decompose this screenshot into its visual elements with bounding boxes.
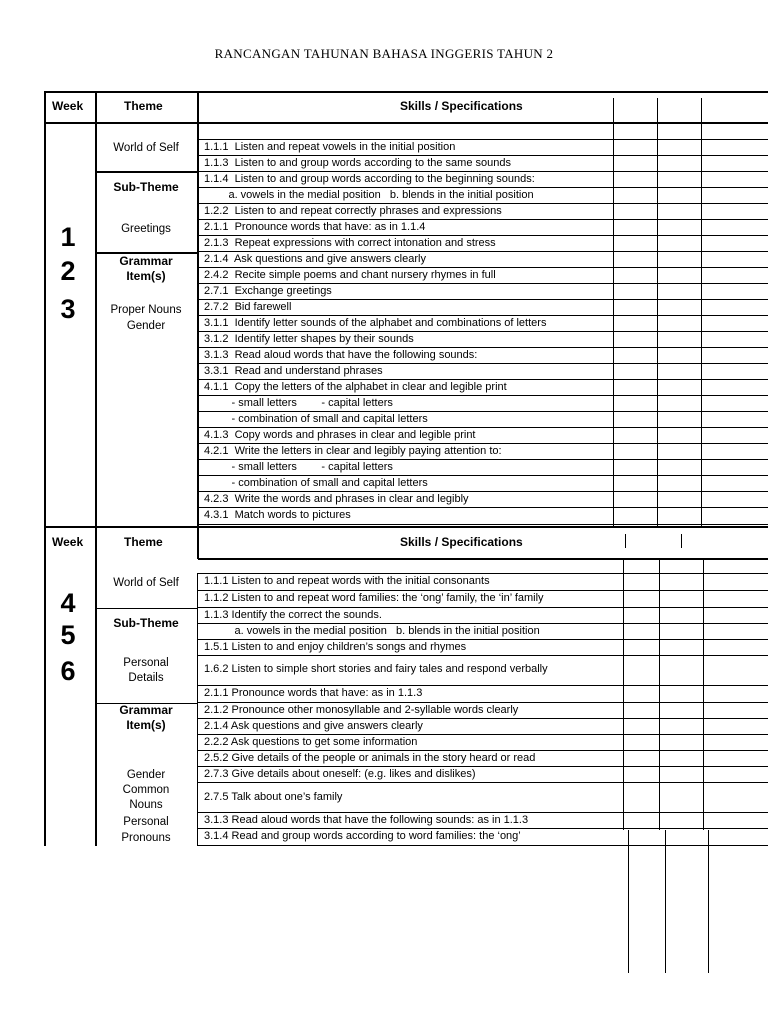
- row-divider: [198, 139, 768, 140]
- row-divider: [198, 219, 768, 220]
- row-divider: [198, 203, 768, 204]
- skill-row: 2.1.3 Repeat expressions with correct intonation and stress: [204, 237, 496, 249]
- skill-row: 1.6.2 Listen to simple short stories and fairy tales and respond verbally: [204, 663, 548, 675]
- sub-theme-label: Sub-Theme: [113, 180, 179, 194]
- check-column-line: [681, 534, 682, 548]
- theme-divider: [96, 171, 198, 173]
- skill-row: a. vowels in the medial position b. blends in the initial position: [204, 189, 534, 201]
- skill-row: 2.1.1 Pronounce words that have: as in 1.1.3: [204, 687, 423, 699]
- skill-row: 1.1.1 Listen to and repeat words with the initial consonants: [204, 575, 490, 587]
- skill-row: 3.1.3 Read aloud words that have the following sounds:: [204, 349, 478, 361]
- week-number: 2: [60, 256, 76, 286]
- row-divider: [198, 299, 768, 300]
- skill-row: 2.1.4 Ask questions and give answers clearly: [204, 253, 426, 265]
- check-column-line: [625, 534, 626, 548]
- grammar-item: Pronouns: [121, 832, 171, 844]
- table-border: [44, 91, 46, 846]
- row-divider: [198, 235, 768, 236]
- skill-row: 4.1.1 Copy the letters of the alphabet in clear and legible print: [204, 381, 507, 393]
- grammar-item: Proper Nouns: [110, 304, 182, 316]
- grammar-item: Nouns: [129, 799, 163, 811]
- skill-row: 2.7.5 Talk about one’s family: [204, 791, 343, 803]
- skill-row: 4.2.1 Write the letters in clear and legibly paying attention to:: [204, 445, 502, 457]
- table-border: [44, 122, 768, 124]
- check-column-line: [659, 560, 660, 830]
- row-divider: [198, 155, 768, 156]
- skill-row: 2.7.3 Give details about oneself: (e.g. likes and dislikes): [204, 768, 476, 780]
- week-number: 6: [60, 656, 76, 686]
- row-divider: [198, 283, 768, 284]
- skill-row: 3.3.1 Read and understand phrases: [204, 365, 383, 377]
- skill-row: 3.1.2 Identify letter shapes by their sounds: [204, 333, 414, 345]
- row-divider: [198, 187, 768, 188]
- theme-value: World of Self: [113, 577, 179, 589]
- week-header: Week: [52, 99, 84, 113]
- skill-row: 1.1.4 Listen to and group words according to the beginning sounds:: [204, 173, 535, 185]
- row-divider: [198, 443, 768, 444]
- row-divider: [198, 828, 768, 829]
- grammar-label: Item(s): [126, 718, 166, 732]
- table-border: [44, 91, 768, 93]
- skill-row: 2.1.1 Pronounce words that have: as in 1.1.4: [204, 221, 426, 233]
- skill-row: - combination of small and capital letters: [204, 413, 428, 425]
- theme-header: Theme: [124, 99, 163, 113]
- row-divider: [198, 427, 768, 428]
- row-divider: [198, 845, 768, 846]
- theme-value: World of Self: [113, 142, 179, 154]
- skills-header: Skills / Specifications: [400, 99, 523, 113]
- week-number: 4: [60, 588, 76, 618]
- skill-row: 1.1.3 Listen to and group words according to the same sounds: [204, 157, 511, 169]
- row-divider: [198, 331, 768, 332]
- row-divider: [198, 607, 768, 608]
- grammar-item: Gender: [126, 320, 166, 332]
- check-column-line: [628, 830, 629, 973]
- row-divider: [198, 702, 768, 703]
- table-border: [198, 558, 768, 560]
- row-divider: [198, 685, 768, 686]
- skill-row: - combination of small and capital letters: [204, 477, 428, 489]
- row-divider: [198, 363, 768, 364]
- skill-row: 3.1.1 Identify letter sounds of the alphabet and combinations of letters: [204, 317, 547, 329]
- skill-row: 4.1.3 Copy words and phrases in clear and legible print: [204, 429, 476, 441]
- week-header: Week: [52, 535, 84, 549]
- sub-theme-value: Details: [128, 672, 164, 684]
- skill-row: 2.1.4 Ask questions and give answers clearly: [204, 720, 423, 732]
- skill-row: 1.1.3 Identify the correct the sounds.: [204, 609, 382, 621]
- skill-row: 2.1.2 Pronounce other monosyllable and 2-syllable words clearly: [204, 704, 519, 716]
- check-column-line: [613, 124, 614, 527]
- sub-theme-value: Greetings: [121, 223, 171, 235]
- grammar-label: Grammar: [119, 254, 173, 268]
- row-divider: [198, 734, 768, 735]
- grammar-label: Grammar: [119, 703, 173, 717]
- skill-row: 1.1.2 Listen to and repeat word families: the ‘ong’ family, the ‘in’ family: [204, 592, 544, 604]
- skill-row: 2.7.2 Bid farewell: [204, 301, 292, 313]
- row-divider: [198, 639, 768, 640]
- theme-header: Theme: [124, 535, 163, 549]
- check-column-line: [701, 124, 702, 527]
- sub-theme-label: Sub-Theme: [113, 616, 179, 630]
- row-divider: [198, 782, 768, 783]
- skill-row: 2.4.2 Recite simple poems and chant nursery rhymes in full: [204, 269, 496, 281]
- table-border: [197, 526, 199, 559]
- row-divider: [198, 459, 768, 460]
- row-divider: [198, 812, 768, 813]
- week-number: 5: [60, 620, 76, 650]
- week-number: 3: [60, 294, 76, 324]
- row-divider: [198, 267, 768, 268]
- grammar-item: Personal: [123, 816, 169, 828]
- row-divider: [198, 251, 768, 252]
- row-divider: [198, 507, 768, 508]
- document-title: RANCANGAN TAHUNAN BAHASA INGGERIS TAHUN 2: [214, 46, 554, 61]
- row-divider: [198, 347, 768, 348]
- skill-row: 4.3.1 Match words to pictures: [204, 509, 351, 521]
- row-divider: [198, 379, 768, 380]
- theme-divider: [96, 608, 198, 609]
- row-divider: [198, 315, 768, 316]
- skill-row: 1.2.2 Listen to and repeat correctly phrases and expressions: [204, 205, 502, 217]
- grammar-label: Item(s): [126, 269, 166, 283]
- check-column-line: [623, 560, 624, 830]
- sub-theme-value: Personal: [123, 657, 169, 669]
- row-divider: [198, 766, 768, 767]
- check-column-line: [665, 830, 666, 973]
- skill-row: 1.5.1 Listen to and enjoy children’s songs and rhymes: [204, 641, 467, 653]
- skill-row: 3.1.4 Read and group words according to word families: the ‘ong’: [204, 830, 521, 842]
- check-column-line: [657, 124, 658, 527]
- week-number: 1: [60, 222, 76, 252]
- row-divider: [198, 491, 768, 492]
- check-column-line: [703, 560, 704, 830]
- grammar-item: Common: [122, 784, 170, 796]
- table-border: [197, 91, 199, 527]
- row-divider: [198, 395, 768, 396]
- row-divider: [198, 590, 768, 591]
- skill-row: - small letters - capital letters: [204, 461, 393, 473]
- skill-row: 2.5.2 Give details of the people or animals in the story heard or read: [204, 752, 536, 764]
- row-divider: [198, 475, 768, 476]
- table-border: [44, 526, 768, 528]
- skill-row: 2.2.2 Ask questions to get some information: [204, 736, 418, 748]
- row-divider: [198, 573, 768, 574]
- skill-row: 1.1.1 Listen and repeat vowels in the initial position: [204, 141, 456, 153]
- skill-row: - small letters - capital letters: [204, 397, 393, 409]
- row-divider: [198, 171, 768, 172]
- row-divider: [198, 655, 768, 656]
- check-column-line: [708, 830, 709, 973]
- skills-header: Skills / Specifications: [400, 535, 523, 549]
- skill-row: 3.1.3 Read aloud words that have the following sounds: as in 1.1.3: [204, 814, 529, 826]
- row-divider: [198, 411, 768, 412]
- row-divider: [198, 718, 768, 719]
- skill-row: 2.7.1 Exchange greetings: [204, 285, 332, 297]
- skill-row: 4.2.3 Write the words and phrases in clear and legibly: [204, 493, 469, 505]
- grammar-item: Gender: [126, 769, 166, 781]
- row-divider: [198, 623, 768, 624]
- table-border: [197, 573, 198, 846]
- row-divider: [198, 750, 768, 751]
- row-divider: [198, 524, 768, 525]
- skill-row: a. vowels in the medial position b. blends in the initial position: [204, 625, 540, 637]
